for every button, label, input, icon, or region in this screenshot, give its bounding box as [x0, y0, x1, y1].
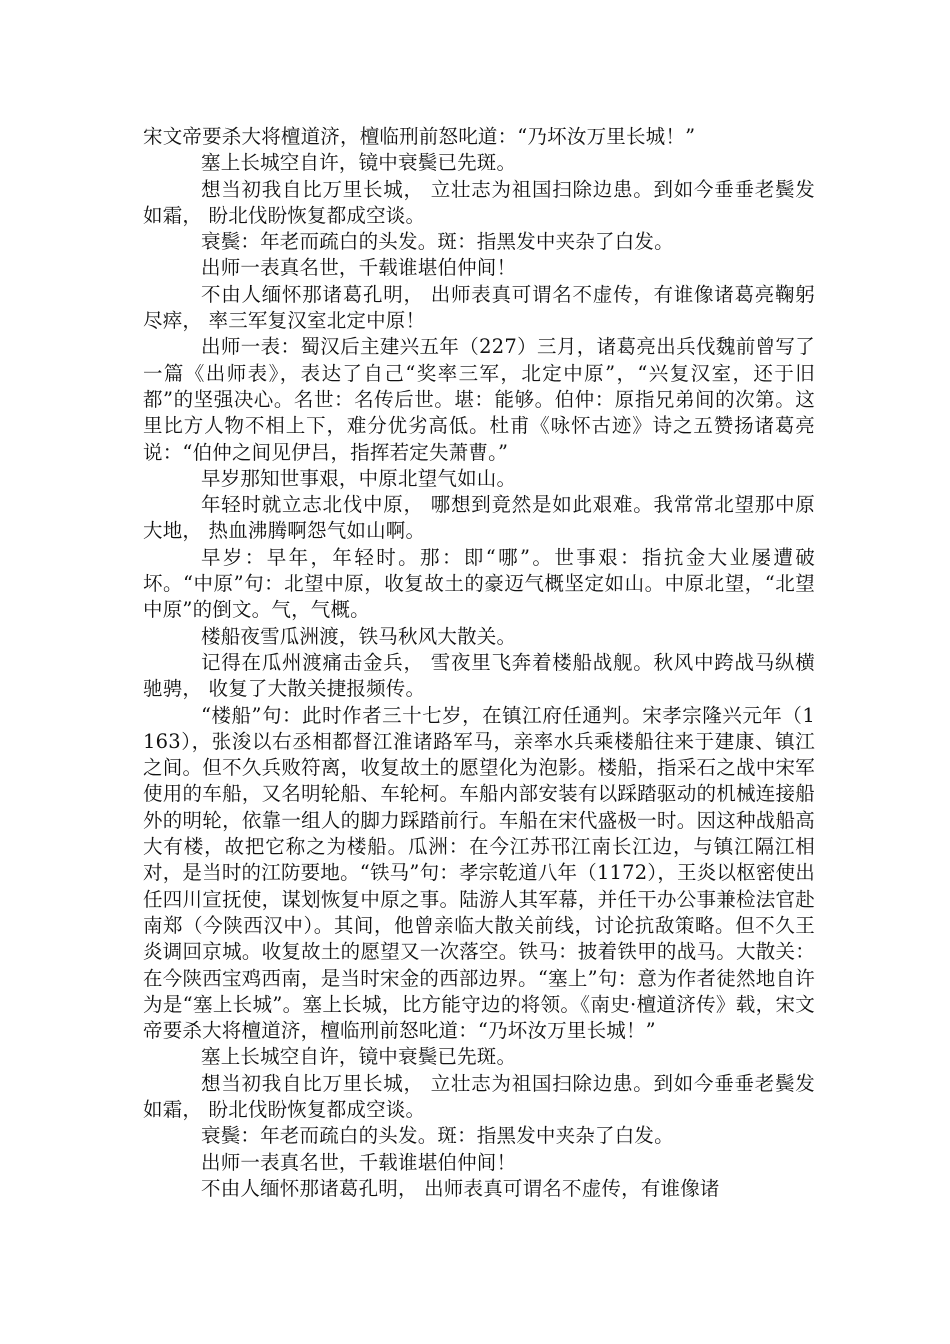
- annotation-paragraph: 出师一表：蜀汉后主建兴五年（227）三月，诸葛亮出兵伐魏前曾写了一篇《出师表》，表达了自己“奖率三军，北定中原”，“兴复汉室，还于旧都”的坚强决心。名世：名传后世。堪：能够。伯仲：原指兄弟间的次第。这里比方人物不相上下，难分优劣高低。杜甫《咏怀古迹》诗之五赞扬诸葛亮说：“伯仲之间见伊吕，指挥若定失萧曹。”: [143, 335, 815, 464]
- translation-paragraph: 不由人缅怀那诸葛孔明， 出师表真可谓名不虚传，有谁像诸: [201, 1176, 720, 1200]
- annotation-paragraph: 衰鬓：年老而疏白的头发。斑：指黑发中夹杂了白发。: [201, 230, 674, 254]
- document-page: [143, 124, 815, 1202]
- annotation-paragraph: “楼船”句：此时作者三十七岁，在镇江府任通判。宋孝宗隆兴元年（1163），张浚以右丞相都督江淮诸路军马，亲率水兵乘楼船往来于建康、镇江之间。但不久兵败符离，收复故土的愿望化为泡影。楼船，指采石之战中宋军使用的车船，又名明轮船、车轮柯。车船内部安装有以踩踏驱动的机械连接船外的明轮，依靠一组人的脚力踩踏前行。车船在宋代盛极一时。因这种战船高大有楼，故把它称之为楼船。瓜洲：在今江苏邗江南长江边，与镇江隔江相对，是当时的江防要地。“铁马”句：孝宗乾道八年（1172），王炎以枢密使出任四川宣抚使，谋划恢复中原之事。陆游人其军幕，并任干办公事兼检法官赴南郑（今陕西汉中）。其间，他曾亲临大散关前线，讨论抗敌策略。但不久王炎调回京城。收复故土的愿望又一次落空。铁马：披着铁甲的战马。大散关：在今陕西宝鸡西南，是当时宋金的西部边界。“塞上”句：意为作者徒然地自许为是“塞上长城”。塞上长城，比方能守边的将领。《南史·檀道济传》载，宋文帝要杀大将檀道济，檀临刑前怒叱道：“乃坏汝万里长城！”: [143, 703, 815, 1043]
- poem-line: 塞上长城空自许，镜中衰鬓已先斑。: [201, 151, 517, 175]
- poem-line: 出师一表真名世，千载谁堪伯仲间！: [201, 1150, 517, 1174]
- paragraph-continued: 宋文帝要杀大将檀道济，檀临刑前怒叱道：“乃坏汝万里长城！”: [143, 125, 696, 148]
- poem-line: 塞上长城空自许，镜中衰鬓已先斑。: [201, 1045, 517, 1069]
- annotation-paragraph: 早岁：早年，年轻时。那：即“哪”。世事艰：指抗金大业屡遭破坏。“中原”句：北望中原，收复故土的豪迈气概坚定如山。中原北望，“北望中原”的倒文。气，气概。: [143, 545, 815, 622]
- annotation-paragraph: 衰鬓：年老而疏白的头发。斑：指黑发中夹杂了白发。: [201, 1124, 674, 1148]
- poem-line: 楼船夜雪瓜洲渡，铁马秋风大散关。: [201, 624, 517, 648]
- translation-paragraph: 年轻时就立志北伐中原， 哪想到竟然是如此艰难。我常常北望那中原大地， 热血沸腾啊怨气如山啊。: [143, 493, 815, 543]
- translation-paragraph: 想当初我自比万里长城， 立壮志为祖国扫除边患。到如今垂垂老鬓发如霜， 盼北伐盼恢复都成空谈。: [143, 1071, 815, 1121]
- translation-paragraph: 记得在瓜州渡痛击金兵， 雪夜里飞奔着楼船战舰。秋风中跨战马纵横驰骋， 收复了大散关捷报频传。: [143, 650, 815, 701]
- translation-paragraph: 想当初我自比万里长城， 立壮志为祖国扫除边患。到如今垂垂老鬓发如霜， 盼北伐盼恢复都成空谈。: [143, 177, 815, 227]
- poem-line: 出师一表真名世，千载谁堪伯仲间！: [201, 256, 517, 280]
- poem-line: 早岁那知世事艰，中原北望气如山。: [201, 466, 517, 490]
- translation-paragraph: 不由人缅怀那诸葛孔明， 出师表真可谓名不虚传，有谁像诸葛亮鞠躬尽瘁， 率三军复汉室北定中原！: [143, 282, 815, 333]
